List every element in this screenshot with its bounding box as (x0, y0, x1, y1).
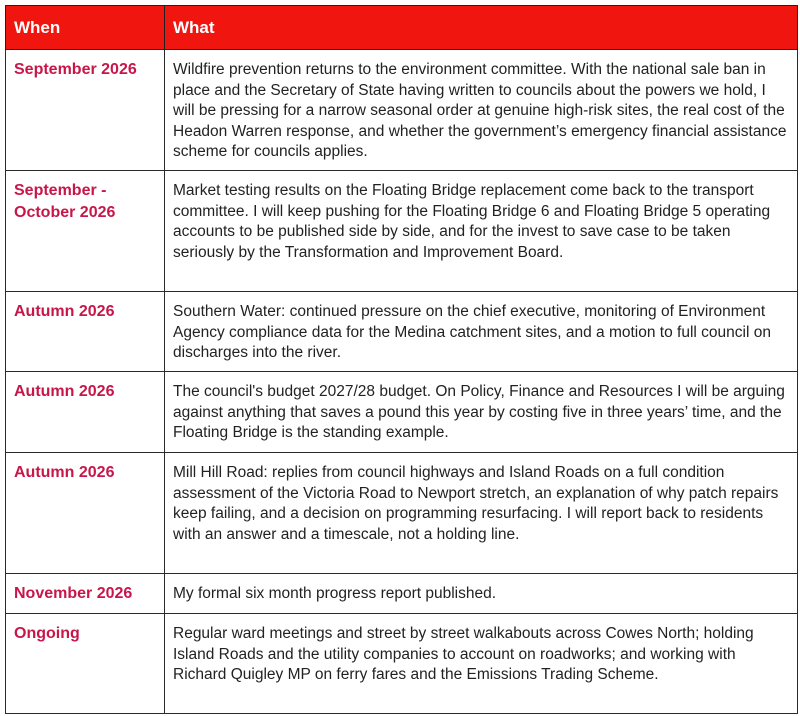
table-row (6, 292, 798, 372)
what-cell: The council's budget 2027/28 budget. On Policy, Finance and Resources I will be arguing against anything that saves a pound this year by costing five in three years’ time, and the Floating Bridge is the standing example. (165, 372, 798, 453)
when-cell: November 2026 (6, 574, 165, 614)
table-row (6, 50, 798, 171)
table-row (6, 453, 798, 574)
what-cell: Market testing results on the Floating Bridge replacement come back to the transport committee. I will keep pushing for the Floating Bridge 6 and Floating Bridge 5 operating accounts to be published side by side, and for the invest to save case to be taken seriously by the Transformation and Improvement Board. (165, 171, 798, 292)
schedule-table (5, 5, 798, 714)
when-cell: Autumn 2026 (6, 372, 165, 453)
table-row (6, 614, 798, 714)
when-cell: September - October 2026 (6, 171, 165, 292)
column-header-when: When (6, 6, 165, 50)
schedule-table-container (5, 5, 797, 714)
when-cell: September 2026 (6, 50, 165, 171)
table-header-row (6, 6, 798, 50)
table-row (6, 171, 798, 292)
what-cell: Mill Hill Road: replies from council highways and Island Roads on a full condition assessment of the Victoria Road to Newport stretch, an explanation of why patch repairs keep failing, and a decision on programming resurfacing. I will report back to residents with an answer and a timescale, not a holding line. (165, 453, 798, 574)
what-cell: Southern Water: continued pressure on the chief executive, monitoring of Environment Agency compliance data for the Medina catchment sites, and a motion to full council on discharges into the river. (165, 292, 798, 372)
what-cell: My formal six month progress report published. (165, 574, 798, 614)
when-cell: Ongoing (6, 614, 165, 714)
when-cell: Autumn 2026 (6, 292, 165, 372)
column-header-what: What (165, 6, 798, 50)
table-row (6, 372, 798, 453)
when-cell: Autumn 2026 (6, 453, 165, 574)
what-cell: Wildfire prevention returns to the environment committee. With the national sale ban in place and the Secretary of State having written to councils about the powers we hold, I will be pressing for a narrow seasonal order at genuine high-risk sites, the real cost of the Headon Warren response, and whether the government’s emergency financial assistance scheme for councils applies. (165, 50, 798, 171)
table-row (6, 574, 798, 614)
what-cell: Regular ward meetings and street by street walkabouts across Cowes North; holding Island Roads and the utility companies to account on roadworks; and working with Richard Quigley MP on ferry fares and the Emissions Trading Scheme. (165, 614, 798, 714)
